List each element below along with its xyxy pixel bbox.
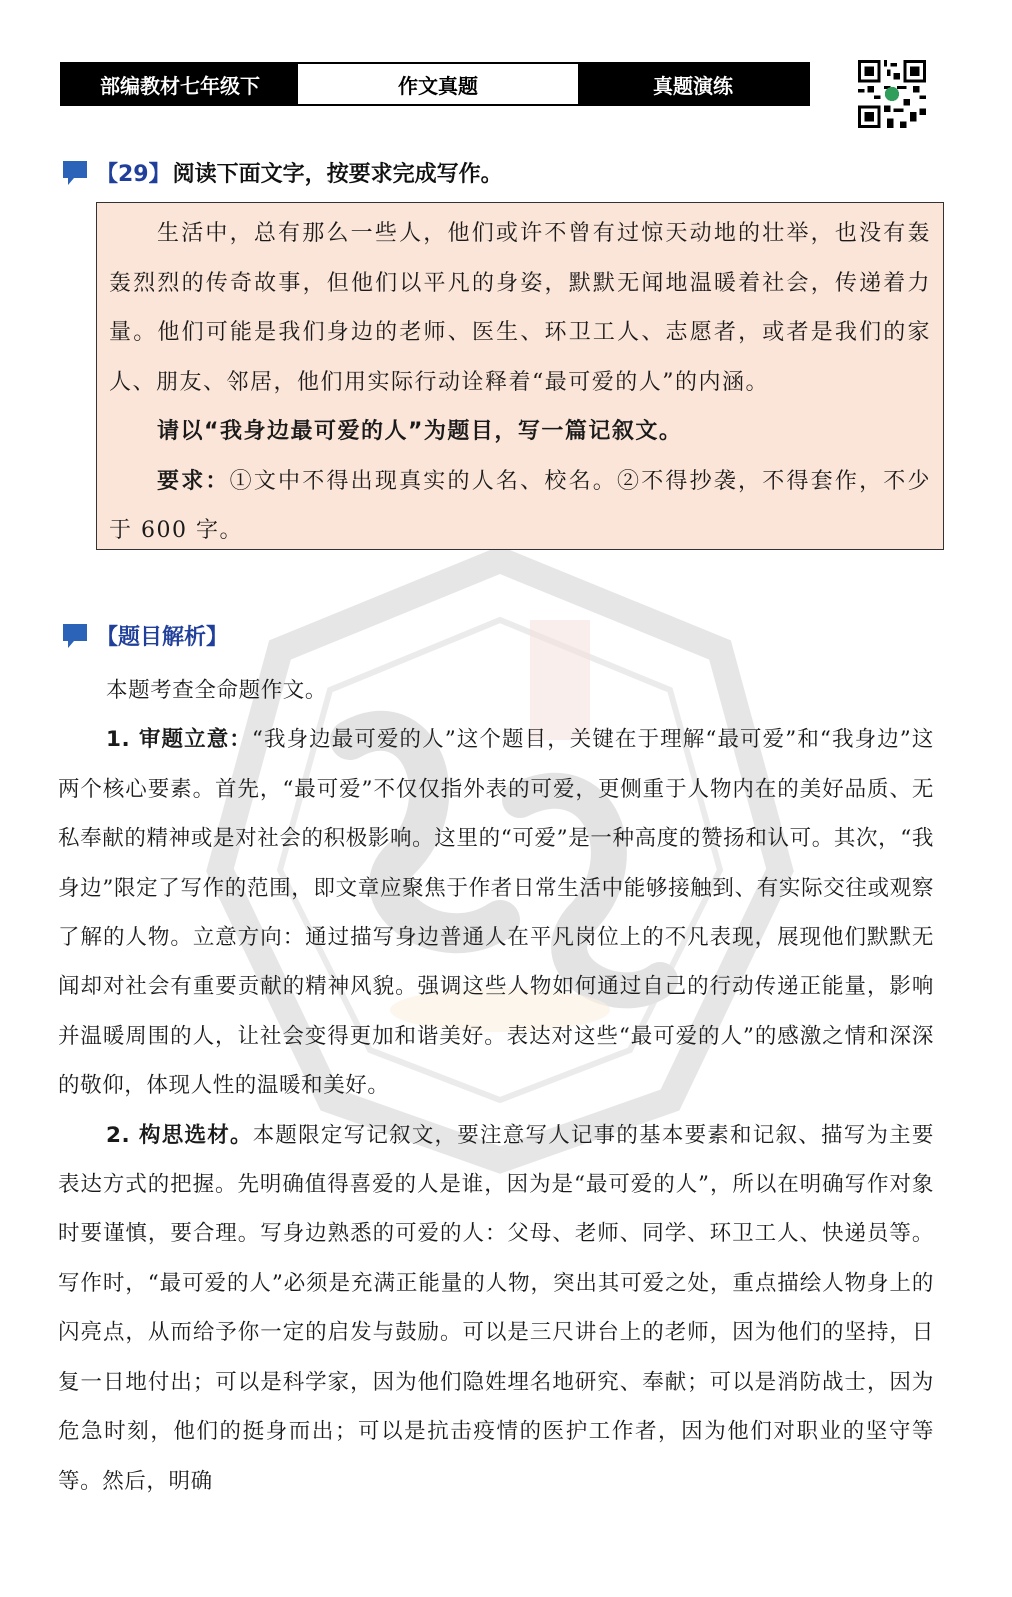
speech-bubble-icon	[60, 158, 92, 188]
point-2-lead: 2. 构思选材。	[106, 1122, 253, 1148]
requirements-text: ①文中不得出现真实的人名、校名。②不得抄袭，不得套作，不少于 600 字。	[109, 468, 931, 543]
header-category: 作文真题	[298, 64, 578, 104]
question-number: 【29】	[96, 162, 171, 187]
analysis-heading	[60, 620, 228, 651]
requirements	[109, 457, 931, 556]
point-2-text: 本题限定写记叙文，要注意写人记事的基本要素和记叙、描写为主要表达方式的把握。先明确值得喜爱的人是谁，因为是“最可爱的人”，所以在明确写作对象时要谨慎，要合理。写身边熟悉的可爱的人：父母、老师、同学、环卫工人、快递员等。写作时，“最可爱的人”必须是充满正能量的人物，突出其可爱之处，重点描绘人物身上的闪亮点，从而给予你一定的启发与鼓励。可以是三尺讲台上的老师，因为他们的坚持，日复一日地付出；可以是科学家，因为他们隐姓埋名地研究、奉献；可以是消防战士，因为危急时刻，他们的挺身而出；可以是抗击疫情的医护工作者，因为他们对职业的坚守等等。然后，明确	[58, 1122, 934, 1494]
material-text: 生活中，总有那么一些人，他们或许不曾有过惊天动地的壮举，也没有轰轰烈烈的传奇故事，但他们以平凡的身姿，默默无闻地温暖着社会，传递着力量。他们可能是我们身边的老师、医生、环卫工人、志愿者，或者是我们的家人、朋友、邻居，他们用实际行动诠释着“最可爱的人”的内涵。	[109, 221, 931, 395]
writing-prompt: 请以“我身边最可爱的人”为题目，写一篇记叙文。	[157, 419, 683, 444]
requirements-label: 要求：	[157, 468, 230, 494]
analysis-intro: 本题考查全命题作文。	[106, 678, 328, 703]
question-heading	[60, 157, 503, 188]
speech-bubble-icon	[60, 621, 92, 651]
point-1-lead: 1. 审题立意：	[106, 727, 252, 753]
material-box	[96, 202, 944, 550]
point-1-text: “我身边最可爱的人”这个题目，关键在于理解“最可爱”和“我身边”这两个核心要素。首先，“最可爱”不仅仅指外表的可爱，更侧重于人物内在的美好品质、无私奉献的精神或是对社会的积极影响。这里的“可爱”是一种高度的赞扬和认可。其次，“我身边”限定了写作的范围，即文章应聚焦于作者日常生活中能够接触到、有实际交往或观察了解的人物。立意方向：通过描写身边普通人在平凡岗位上的不凡表现，展现他们默默无闻却对社会有重要贡献的精神风貌。强调这些人物如何通过自己的行动传递正能量，影响并温暖周围的人，让社会变得更加和谐美好。表达对这些“最可爱的人”的感激之情和深深的敬仰，体现人性的温暖和美好。	[58, 727, 934, 1099]
analysis-body	[58, 666, 934, 1506]
question-title: 阅读下面文字，按要求完成写作。	[172, 162, 503, 187]
analysis-point-2	[58, 1111, 934, 1506]
analysis-tag: 【题目解析】	[96, 625, 229, 650]
header-practice: 真题演练	[578, 64, 808, 104]
qr-code-icon	[858, 60, 926, 128]
header-bar	[60, 62, 810, 106]
header-grade: 部编教材七年级下	[62, 64, 298, 104]
analysis-point-1	[58, 715, 934, 1110]
